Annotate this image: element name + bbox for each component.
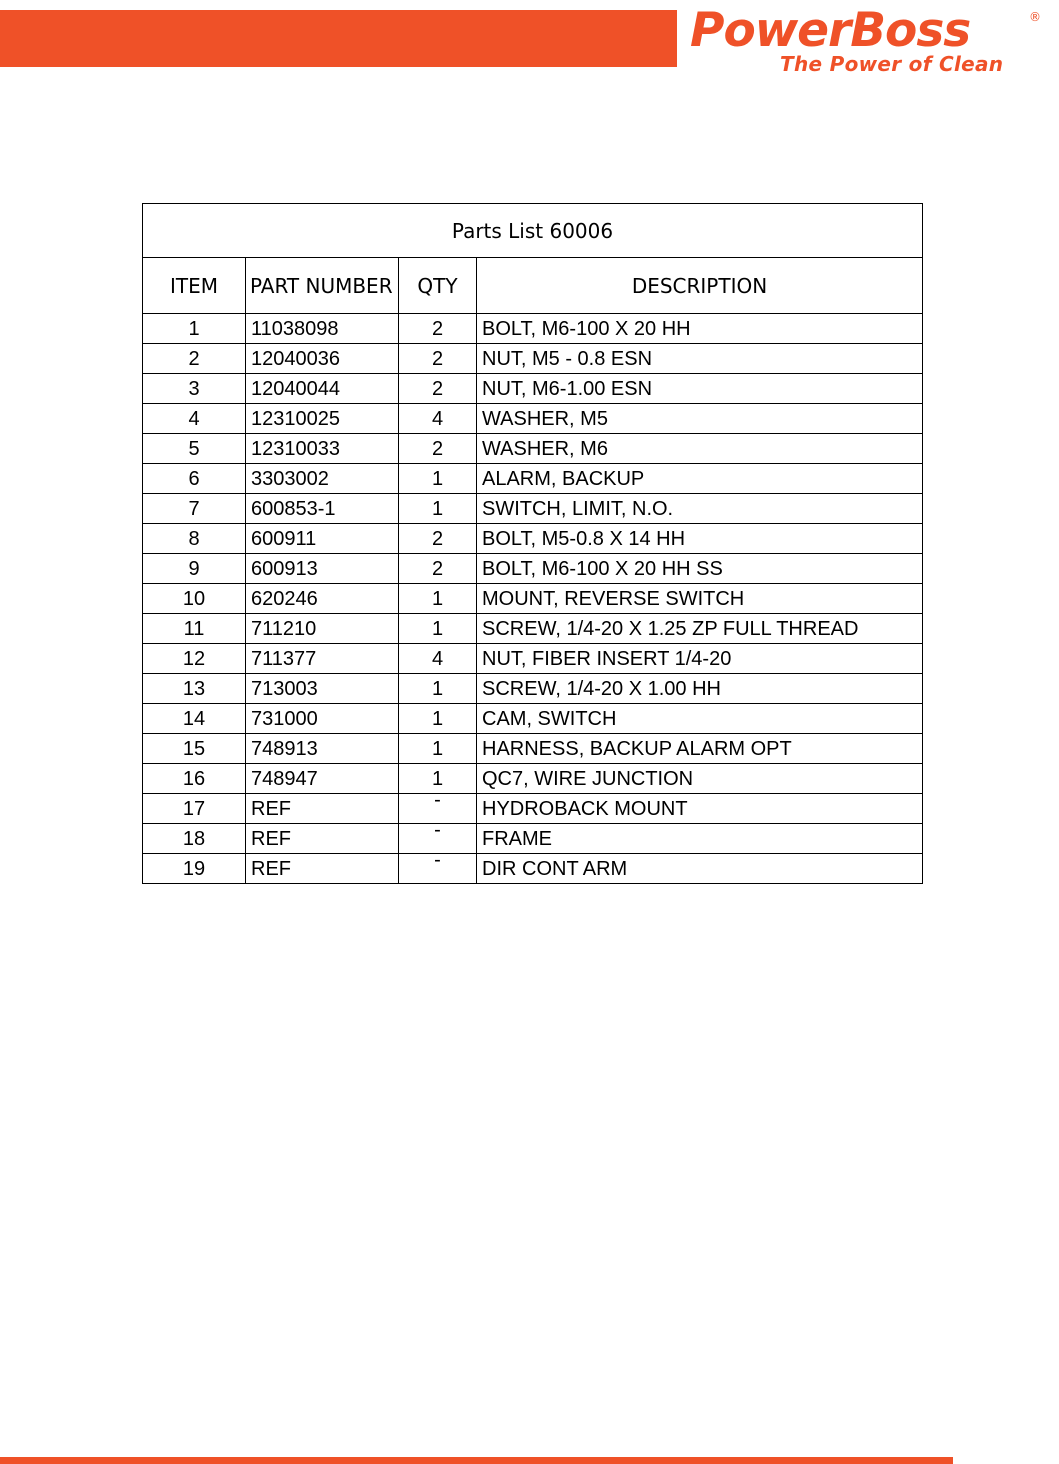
parts-table-body [143,314,923,884]
part-number-cell: 600913 [246,554,399,584]
table-row [143,584,923,614]
item-cell: 4 [143,404,246,434]
qty-cell: 2 [399,314,477,344]
part-number-cell: 12310025 [246,404,399,434]
part-number-cell: REF [246,824,399,854]
table-row [143,704,923,734]
table-row [143,674,923,704]
item-cell: 6 [143,464,246,494]
header-bar [0,10,677,67]
part-number-cell: 12310033 [246,434,399,464]
description-cell: NUT, M6-1.00 ESN [477,374,923,404]
description-cell: MOUNT, REVERSE SWITCH [477,584,923,614]
description-cell: CAM, SWITCH [477,704,923,734]
qty-cell: 1 [399,494,477,524]
table-row [143,524,923,554]
qty-cell: 2 [399,524,477,554]
item-cell: 10 [143,584,246,614]
description-cell: SCREW, 1/4-20 X 1.00 HH [477,674,923,704]
part-number-cell: 748913 [246,734,399,764]
parts-list-title: Parts List 60006 [143,204,923,258]
item-cell: 16 [143,764,246,794]
item-cell: 19 [143,854,246,884]
part-number-cell: 711377 [246,644,399,674]
qty-cell: 2 [399,374,477,404]
description-cell: NUT, M5 - 0.8 ESN [477,344,923,374]
description-cell: WASHER, M6 [477,434,923,464]
description-cell: ALARM, BACKUP [477,464,923,494]
description-cell: DIR CONT ARM [477,854,923,884]
item-cell: 8 [143,524,246,554]
column-header-item: ITEM [143,258,246,314]
table-row [143,854,923,884]
qty-cell: 1 [399,704,477,734]
qty-cell: 4 [399,644,477,674]
table-row [143,764,923,794]
qty-cell: 1 [399,764,477,794]
part-number-cell: REF [246,794,399,824]
part-number-cell: 12040044 [246,374,399,404]
item-cell: 18 [143,824,246,854]
logo-wordmark: PowerBoss [690,3,971,58]
part-number-cell: 600853-1 [246,494,399,524]
column-header-description: DESCRIPTION [477,258,923,314]
part-number-cell: 711210 [246,614,399,644]
item-cell: 5 [143,434,246,464]
qty-cell: 2 [399,344,477,374]
table-row [143,434,923,464]
column-header-part-number: PART NUMBER [246,258,399,314]
part-number-cell: 11038098 [246,314,399,344]
description-cell: BOLT, M6-100 X 20 HH [477,314,923,344]
item-cell: 15 [143,734,246,764]
part-number-cell: REF [246,854,399,884]
parts-list-table [142,203,923,884]
item-cell: 1 [143,314,246,344]
item-cell: 14 [143,704,246,734]
qty-cell: 1 [399,734,477,764]
item-cell: 17 [143,794,246,824]
qty-cell: 4 [399,404,477,434]
description-cell: WASHER, M5 [477,404,923,434]
item-cell: 9 [143,554,246,584]
qty-cell: 1 [399,464,477,494]
column-header-qty: QTY [399,258,477,314]
description-cell: BOLT, M5-0.8 X 14 HH [477,524,923,554]
item-cell: 3 [143,374,246,404]
part-number-cell: 748947 [246,764,399,794]
registered-mark: ® [1029,10,1041,24]
table-row [143,374,923,404]
part-number-cell: 713003 [246,674,399,704]
item-cell: 11 [143,614,246,644]
table-row [143,344,923,374]
item-cell: 7 [143,494,246,524]
qty-cell: - [399,854,477,884]
description-cell: SWITCH, LIMIT, N.O. [477,494,923,524]
table-row [143,734,923,764]
description-cell: HYDROBACK MOUNT [477,794,923,824]
table-row [143,314,923,344]
table-row [143,404,923,434]
description-cell: QC7, WIRE JUNCTION [477,764,923,794]
description-cell: HARNESS, BACKUP ALARM OPT [477,734,923,764]
part-number-cell: 731000 [246,704,399,734]
table-row [143,794,923,824]
table-row [143,824,923,854]
item-cell: 13 [143,674,246,704]
qty-cell: - [399,824,477,854]
item-cell: 12 [143,644,246,674]
logo-tagline: The Power of Clean [780,52,1004,76]
part-number-cell: 3303002 [246,464,399,494]
powerboss-logo [690,2,1050,77]
part-number-cell: 12040036 [246,344,399,374]
qty-cell: 1 [399,674,477,704]
item-cell: 2 [143,344,246,374]
qty-cell: 2 [399,434,477,464]
table-row [143,494,923,524]
table-row [143,614,923,644]
qty-cell: 1 [399,614,477,644]
description-cell: BOLT, M6-100 X 20 HH SS [477,554,923,584]
description-cell: SCREW, 1/4-20 X 1.25 ZP FULL THREAD [477,614,923,644]
description-cell: NUT, FIBER INSERT 1/4-20 [477,644,923,674]
qty-cell: 1 [399,584,477,614]
table-row [143,554,923,584]
table-header-row [143,258,923,314]
footer-bar [0,1457,953,1464]
table-row [143,464,923,494]
qty-cell: 2 [399,554,477,584]
table-row [143,644,923,674]
part-number-cell: 600911 [246,524,399,554]
part-number-cell: 620246 [246,584,399,614]
description-cell: FRAME [477,824,923,854]
qty-cell: - [399,794,477,824]
